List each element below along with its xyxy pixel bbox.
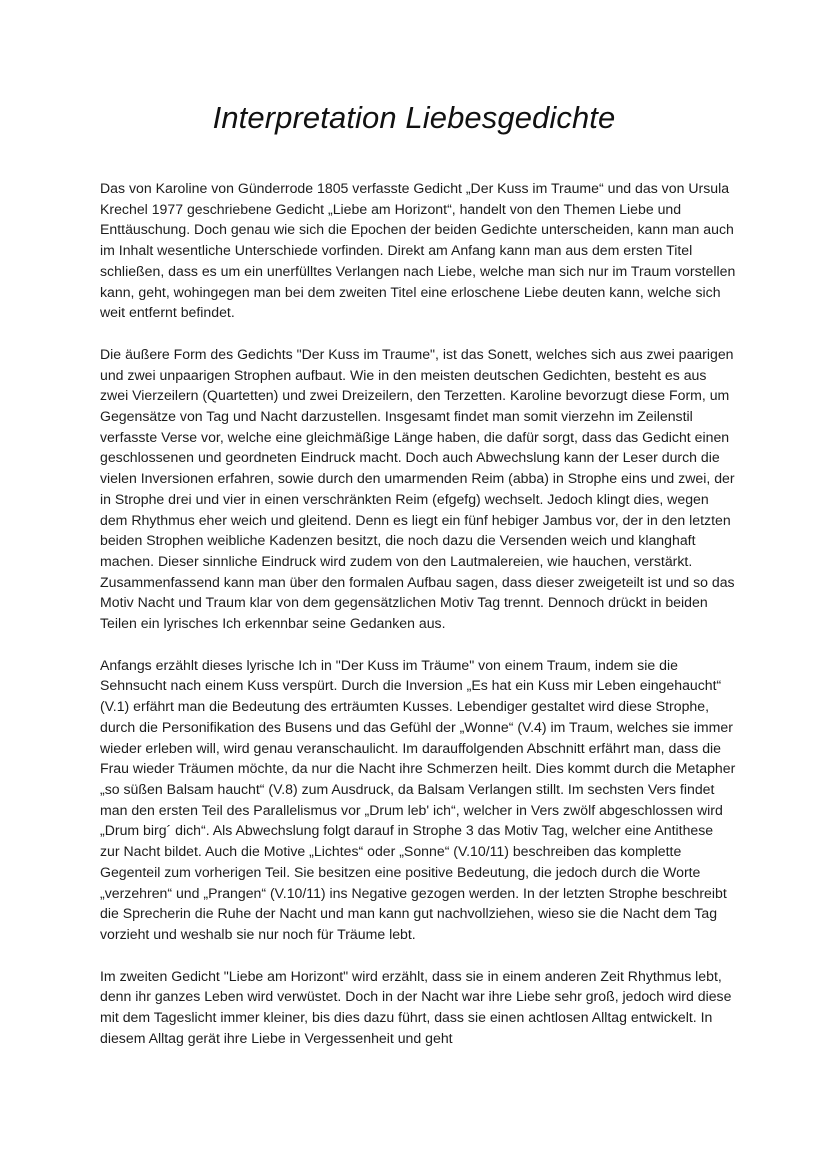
page-title: Interpretation Liebesgedichte xyxy=(212,100,616,135)
paragraph-form-analysis: Die äußere Form des Gedichts "Der Kuss im Traume", ist das Sonett, welches sich aus zwei paarigen und zwei unpaarigen Strophen aufbaut. Wie in den meisten deutschen Gedichten, besteht es aus zwei Vierzeilern (Quartetten) und zwei Dreizeilern, den Terzetten. Karoline bevorzugt diese Form, um Gegensätze von Tag und Nacht darzustellen. Insgesamt findet man somit vierzehn im Zeilenstil verfasste Verse vor, welche eine gleichmäßige Länge haben, die dafür sorgt, dass das Gedicht einen geschlossenen und geordneten Eindruck macht. Doch auch Abwechslung kann der Leser durch die vielen Inversionen erfahren, sowie durch den umarmenden Reim (abba) in Strophe eins und zwei, der in Strophe drei und vier in einen verschränkten Reim (efgefg) wechselt. Jedoch klingt dies, wegen dem Rhythmus eher weich und gleitend. Denn es liegt ein fünf hebiger Jambus vor, der in den letzten beiden Strophen weibliche Kadenzen besitzt, die noch dazu die Versenden weich und klanghaft machen. Dieser sinnliche Eindruck wird zudem von den Lautmalereien, wie hauchen, verstärkt. Zusammenfassend kann man über den formalen Aufbau sagen, dass dieser zweigeteilt ist und so das Motiv Nacht und Traum klar von dem gegensätzlichen Motiv Tag trennt. Dennoch drückt in beiden Teilen ein lyrisches Ich erkennbar seine Gedanken aus. xyxy=(100,345,735,632)
document-body xyxy=(100,178,736,1069)
paragraph-content-analysis: Anfangs erzählt dieses lyrische Ich in "Der Kuss im Träume" von einem Traum, indem sie die Sehnsucht nach einem Kuss verspürt. Durch die Inversion „Es hat ein Kuss mir Leben eingehaucht“ (V.1) erfährt man die Bedeutung des erträumten Kusses. Lebendiger gestaltet wird diese Strophe, durch die Personifikation des Busens und das Gefühl der „Wonne“ (V.4) im Traum, welches sie immer wieder erleben will, wird genau veranschaulicht. Im darauffolgenden Abschnitt erfährt man, dass die Frau wieder Träumen möchte, da nur die Nacht ihre Schmerzen heilt. Dies kommt durch die Metapher „so süßen Balsam haucht“ (V.8) zum Ausdruck, da Balsam Verlangen stillt. Im sechsten Vers findet man den ersten Teil des Parallelismus vor „Drum leb' ich“, welcher in Vers zwölf abgeschlossen wird „Drum birg´ dich“. Als Abwechslung folgt darauf in Strophe 3 das Motiv Tag, welcher eine Antithese zur Nacht bildet. Auch die Motive „Lichtes“ oder „Sonne“ (V.10/11) beschreiben das komplette Gegenteil zum vorherigen Teil. Sie besitzen eine positive Bedeutung, die jedoch durch die Worte „verzehren“ und „Prangen“ (V.10/11) ins Negative gezogen werden. In der letzten Strophe beschreibt die Sprecherin die Ruhe der Nacht und man kann gut nachvollziehen, wieso sie die Nacht dem Tag vorzieht und weshalb sie nur noch für Träume lebt. xyxy=(100,656,736,942)
paragraph-second-poem: Im zweiten Gedicht "Liebe am Horizont" wird erzählt, dass sie in einem anderen Zeit Rhythmus lebt, denn ihr ganzes Leben wird verwüstet. Doch in der Nacht war ihre Liebe sehr groß, jedoch wird diese mit dem Tageslicht immer kleiner, bis dies dazu führt, dass sie einen achtlosen Alltag entwickelt. In diesem Alltag gerät ihre Liebe in Vergessenheit und geht xyxy=(100,967,732,1046)
paragraph-introduction: Das von Karoline von Günderrode 1805 verfasste Gedicht „Der Kuss im Traume“ und das von Ursula Krechel 1977 geschriebene Gedicht „Liebe am Horizont“, handelt von den Themen Liebe und Enttäuschung. Doch genau wie sich die Epochen der beiden Gedichte unterscheiden, kann man auch im Inhalt wesentliche Unterschiede vorfinden. Direkt am Anfang kann man aus dem ersten Titel schließen, dass es um ein unerfülltes Verlangen nach Liebe, welche man sich nur im Traum vorstellen kann, geht, wohingegen man bei dem zweiten Titel eine erloschene Liebe deuten kann, welche sich weit entfernt befindet. xyxy=(100,180,736,321)
